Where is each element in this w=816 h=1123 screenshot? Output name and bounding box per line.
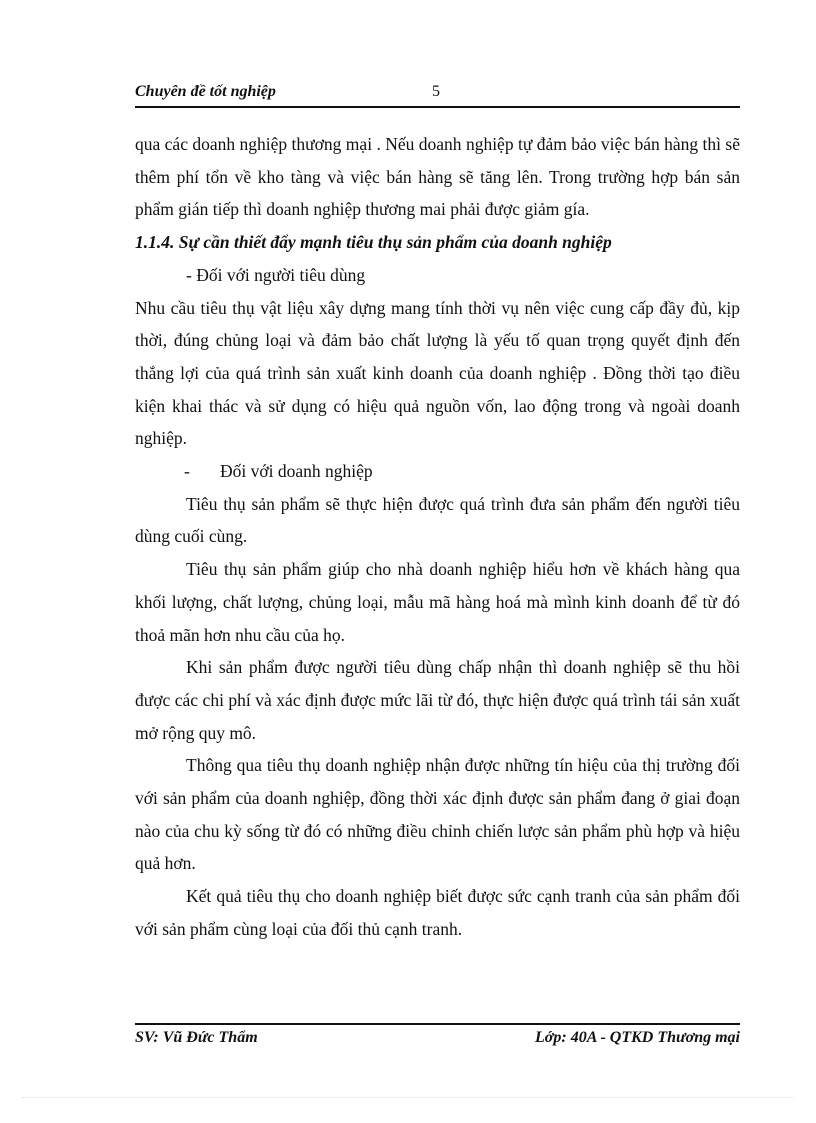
header-title: Chuyên đề tốt nghiệp [135,83,276,100]
page-footer [135,1023,740,1046]
paragraph-2: Tiêu thụ sản phẩm giúp cho nhà doanh nghiệp hiểu hơn về khách hàng qua khối lượng, chất lượng, chủng loại, mẫu mã hàng hoá mà mình kinh doanh để từ đó thoả mãn hơn nhu cầu của họ. [135,559,740,645]
paragraph-1: Tiêu thụ sản phẩm sẽ thực hiện được quá trình đưa sản phẩm đến người tiêu dùng cuối cùng. [135,493,740,547]
paragraph-4: Thông qua tiêu thụ doanh nghiệp nhận được những tín hiệu của thị trường đối với sản phẩm của doanh nghiệp, đồng thời xác định được sản phẩm đang ở giai đoạn nào của chu kỳ sống từ đó có những điều chỉnh chiến lược sản phẩm phù hợp và hiệu quả hơn. [135,755,740,874]
bullet-business [135,455,740,488]
footer-student: SV: Vũ Đức Thẩm [135,1029,258,1046]
paragraph-3: Khi sản phẩm được người tiêu dùng chấp nhận thì doanh nghiệp sẽ thu hồi được các chi phí và xác định được mức lãi từ đó, thực hiện được quá trình tái sản xuất mở rộng quy mô. [135,657,740,743]
paragraph-intro: qua các doanh nghiệp thương mại . Nếu doanh nghiệp tự đảm bảo việc bán hàng thì sẽ thêm phí tổn về kho tàng và việc bán hàng sẽ tăng lên. Trong trường hợp bán sản phẩm gián tiếp thì doanh nghiệp thương mai phải được giảm gía. [135,134,740,220]
section-heading: 1.1.4. Sự cần thiết đẩy mạnh tiêu thụ sản phẩm của doanh nghiệp [135,232,612,253]
bullet-business-label: Đối với doanh nghiệp [220,461,373,482]
page-number: 5 [432,83,440,100]
footer-class: Lớp: 40A - QTKD Thương mại [535,1029,740,1046]
document-body [135,128,740,946]
page-edge-divider [22,1097,794,1098]
paragraph-consumer: Nhu cầu tiêu thụ vật liệu xây dựng mang tính thời vụ nên việc cung cấp đầy đủ, kịp thời, đúng chủng loại và đảm bảo chất lượng là yếu tố quan trọng quyết định đến thắng lợi của quá trình sản xuất kinh doanh của doanh nghiệp . Đồng thời tạo điều kiện khai thác và sử dụng có hiệu quả nguồn vốn, lao động trong và ngoài doanh nghiệp. [135,297,740,449]
page-header [135,82,740,108]
paragraph-5: Kết quả tiêu thụ cho doanh nghiệp biết được sức cạnh tranh của sản phẩm đối với sản phẩm cùng loại của đối thủ cạnh tranh. [135,886,740,939]
bullet-consumer: - Đối với người tiêu dùng [186,264,366,285]
bullet-dash: - [184,461,190,482]
